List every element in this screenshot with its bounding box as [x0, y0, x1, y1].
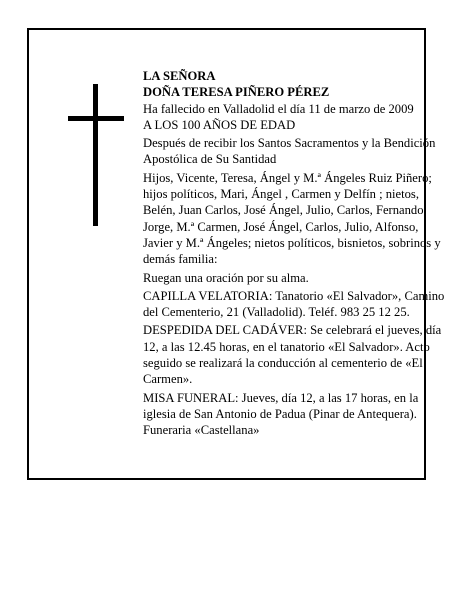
age-line: A LOS 100 AÑOS DE EDAD	[143, 117, 296, 132]
title-line-1: LA SEÑORA	[143, 69, 216, 83]
mass-text: MISA FUNERAL: Jueves, día 12, a las 17 horas, en la iglesia de San Antonio de Padua (Pinar de Antequera).	[143, 390, 419, 421]
cross-horizontal-bar	[68, 116, 124, 121]
family-text: Hijos, Vicente, Teresa, Ángel y M.ª Ángeles Ruiz Piñero; hijos políticos, Mari, Ángel , Carmen y Delfín ; nietos, Belén, Juan Carlos, José Ángel, Julio, Carlos, Fernando, Jorge, M.ª Carmen, José Ángel, Carlos, Julio, Alfonso, Javier y M.ª Ángeles; nietos políticos, bisnietos, sobrinos y demás familia:	[143, 170, 441, 267]
prayer-text: Ruegan una oración por su alma.	[143, 270, 309, 285]
funeral-home-text: Funeraria «Castellana»	[143, 423, 260, 438]
sacraments-text: Después de recibir los Santos Sacramentos y la Bendición Apostólica de Su Santidad	[143, 136, 436, 167]
farewell-text: DESPEDIDA DEL CADÁVER: Se celebrará el jueves, día 12, a las 12.45 horas, en el tanatorio «El Salvador». Acto seguido se realizará la conducción al cementerio de «El Carmen».	[143, 323, 442, 387]
death-line: Ha fallecido en Valladolid el día 11 de marzo de 2009	[143, 101, 414, 116]
notice-text	[143, 68, 451, 439]
obituary-notice	[27, 28, 445, 480]
chapel-text: CAPILLA VELATORIA: Tanatorio «El Salvador», Camino del Cementerio, 21 (Valladolid). Teléf. 983 25 12 25.	[143, 288, 445, 320]
cross-vertical-bar	[93, 84, 98, 226]
title-line-2: DOÑA TERESA PIÑERO PÉREZ	[143, 85, 330, 100]
